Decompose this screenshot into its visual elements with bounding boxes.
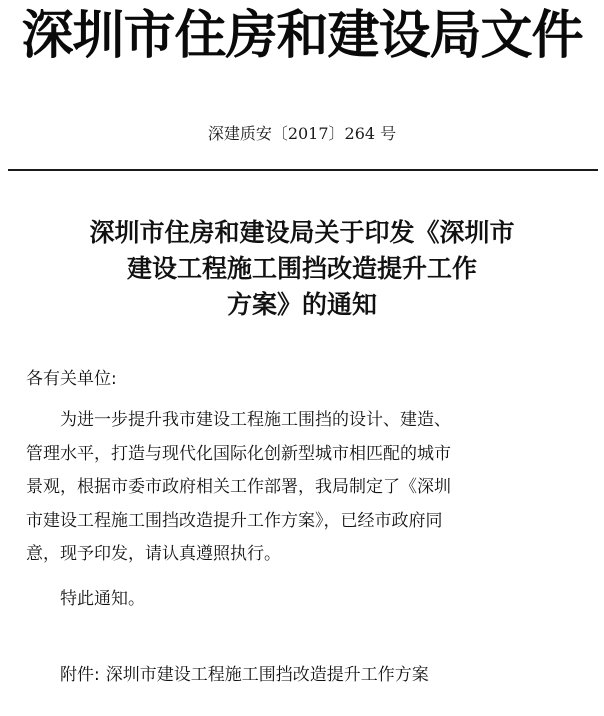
- salutation: 各有关单位:: [26, 369, 117, 389]
- header-divider-rule: [8, 169, 598, 171]
- notice-title-line: 建设工程施工围挡改造提升工作: [126, 254, 477, 283]
- notice-title: [0, 215, 604, 323]
- attachment-value: 深圳市建设工程施工围挡改造提升工作方案: [105, 665, 429, 685]
- body-line: 管理水平，打造与现代化国际化创新型城市相匹配的城市: [26, 443, 451, 464]
- body-line: 景观，根据市委市政府相关工作部署，我局制定了《深圳: [26, 477, 451, 497]
- notice-title-line: 深圳市住房和建设局关于印发《深圳市: [89, 218, 515, 247]
- attachment-line: [60, 664, 429, 686]
- document-number: 深建质安〔2017〕264 号: [207, 124, 397, 143]
- body-line: 为进一步提升我市建设工程施工围挡的设计、建造、: [60, 410, 451, 430]
- body-paragraph: [26, 404, 586, 572]
- issuer-header-title: 深圳市住房和建设局文件: [21, 5, 583, 66]
- closing-remark: 特此通知。: [60, 589, 145, 609]
- notice-title-line: 方案》的通知: [226, 290, 377, 319]
- body-line: 意，现予印发，请认真遵照执行。: [26, 544, 281, 564]
- body-line: 市建设工程施工围挡改造提升工作方案》，已经市政府同: [26, 510, 443, 531]
- attachment-label: 附件:: [60, 665, 100, 685]
